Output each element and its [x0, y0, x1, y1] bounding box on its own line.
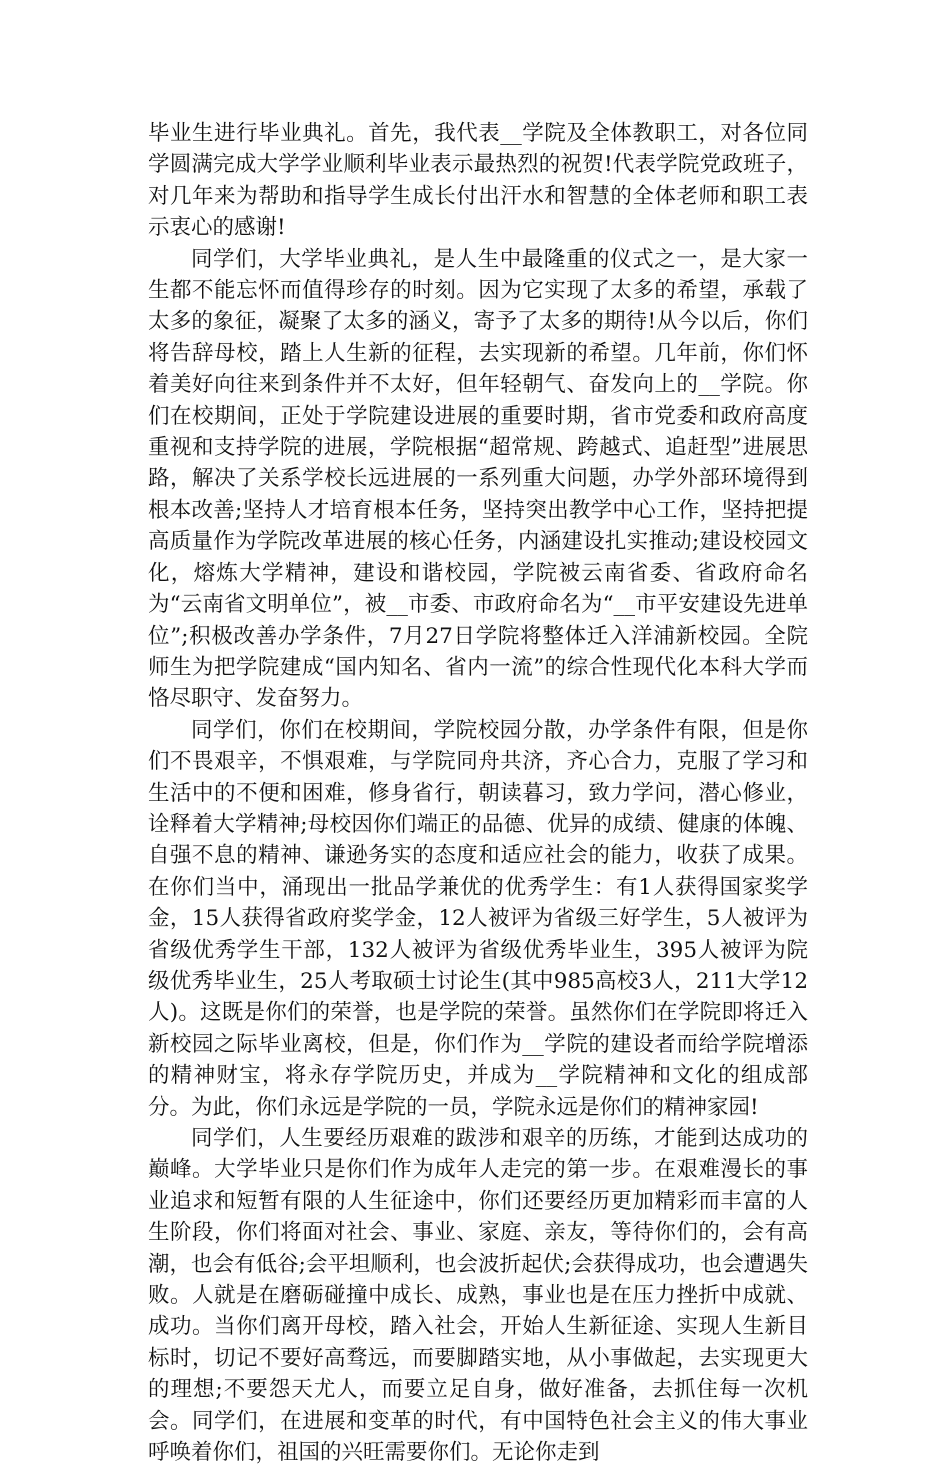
paragraph-2: 同学们，大学毕业典礼，是人生中最隆重的仪式之一，是大家一生都不能忘怀而值得珍存的时刻。因为它实现了太多的希望，承载了太多的象征，凝聚了太多的涵义，寄予了太多的期待!从今以后，你们将告辞母校，踏上人生新的征程，去实现新的希望。几年前，你们怀着美好向往来到条件并不太好，但年轻朝气、奋发向上的__学院。你们在校期间，正处于学院建设进展的重要时期，省市党委和政府高度重视和支持学院的进展，学院根据“超常规、跨越式、追赶型”进展思路，解决了关系学校长远进展的一系列重大问题，办学外部环境得到根本改善;坚持人才培育根本任务，坚持突出教学中心工作，坚持把提高质量作为学院改革进展的核心任务，内涵建设扎实推动;建设校园文化，熔炼大学精神，建设和谐校园，学院被云南省委、省政府命名为“云南省文明单位”，被__市委、市政府命名为“__市平安建设先进单位”;积极改善办学条件，7月27日学院将整体迁入洋浦新校园。全院师生为把学院建成“国内知名、省内一流”的综合性现代化本科大学而恪尽职守、发奋努力。	[148, 246, 808, 712]
document-page	[148, 118, 808, 1468]
paragraph-3: 同学们，你们在校期间，学院校园分散，办学条件有限，但是你们不畏艰辛，不惧艰难，与学院同舟共济，齐心合力，克服了学习和生活中的不便和困难，修身省行，朝读暮习，致力学问，潜心修业，诠释着大学精神;母校因你们端正的品德、优异的成绩、健康的体魄、自强不息的精神、谦逊务实的态度和适应社会的能力，收获了成果。在你们当中，涌现出一批品学兼优的优秀学生：有1人获得国家奖学金，15人获得省政府奖学金，12人被评为省级三好学生，5人被评为省级优秀学生干部，132人被评为省级优秀毕业生，395人被评为院级优秀毕业生，25人考取硕士讨论生(其中985高校3人，211大学12人)。这既是你们的荣誉，也是学院的荣誉。虽然你们在学院即将迁入新校园之际毕业离校，但是，你们作为__学院的建设者而给学院增添的精神财宝，将永存学院历史，并成为__学院精神和文化的组成部分。为此，你们永远是学院的一员，学院永远是你们的精神家园!	[148, 717, 808, 1120]
paragraph-4: 同学们，人生要经历艰难的跋涉和艰辛的历练，才能到达成功的巅峰。大学毕业只是你们作为成年人走完的第一步。在艰难漫长的事业追求和短暂有限的人生征途中，你们还要经历更加精彩而丰富的人生阶段，你们将面对社会、事业、家庭、亲友，等待你们的，会有高潮，也会有低谷;会平坦顺利，也会波折起伏;会获得成功，也会遭遇失败。人就是在磨砺碰撞中成长、成熟，事业也是在压力挫折中成就、成功。当你们离开母校，踏入社会，开始人生新征途、实现人生新目标时，切记不要好高骛远，而要脚踏实地，从小事做起，去实现更大的理想;不要怨天尤人，而要立足自身，做好准备，去抓住每一次机会。同学们，在进展和变革的时代，有中国特色社会主义的伟大事业呼唤着你们，祖国的兴旺需要你们。无论你走到	[148, 1126, 808, 1466]
paragraph-1: 毕业生进行毕业典礼。首先，我代表__学院及全体教职工，对各位同学圆满完成大学学业顺利毕业表示最热烈的祝贺!代表学院党政班子，对几年来为帮助和指导学生成长付出汗水和智慧的全体老师和职工表示衷心的感谢!	[148, 121, 808, 241]
